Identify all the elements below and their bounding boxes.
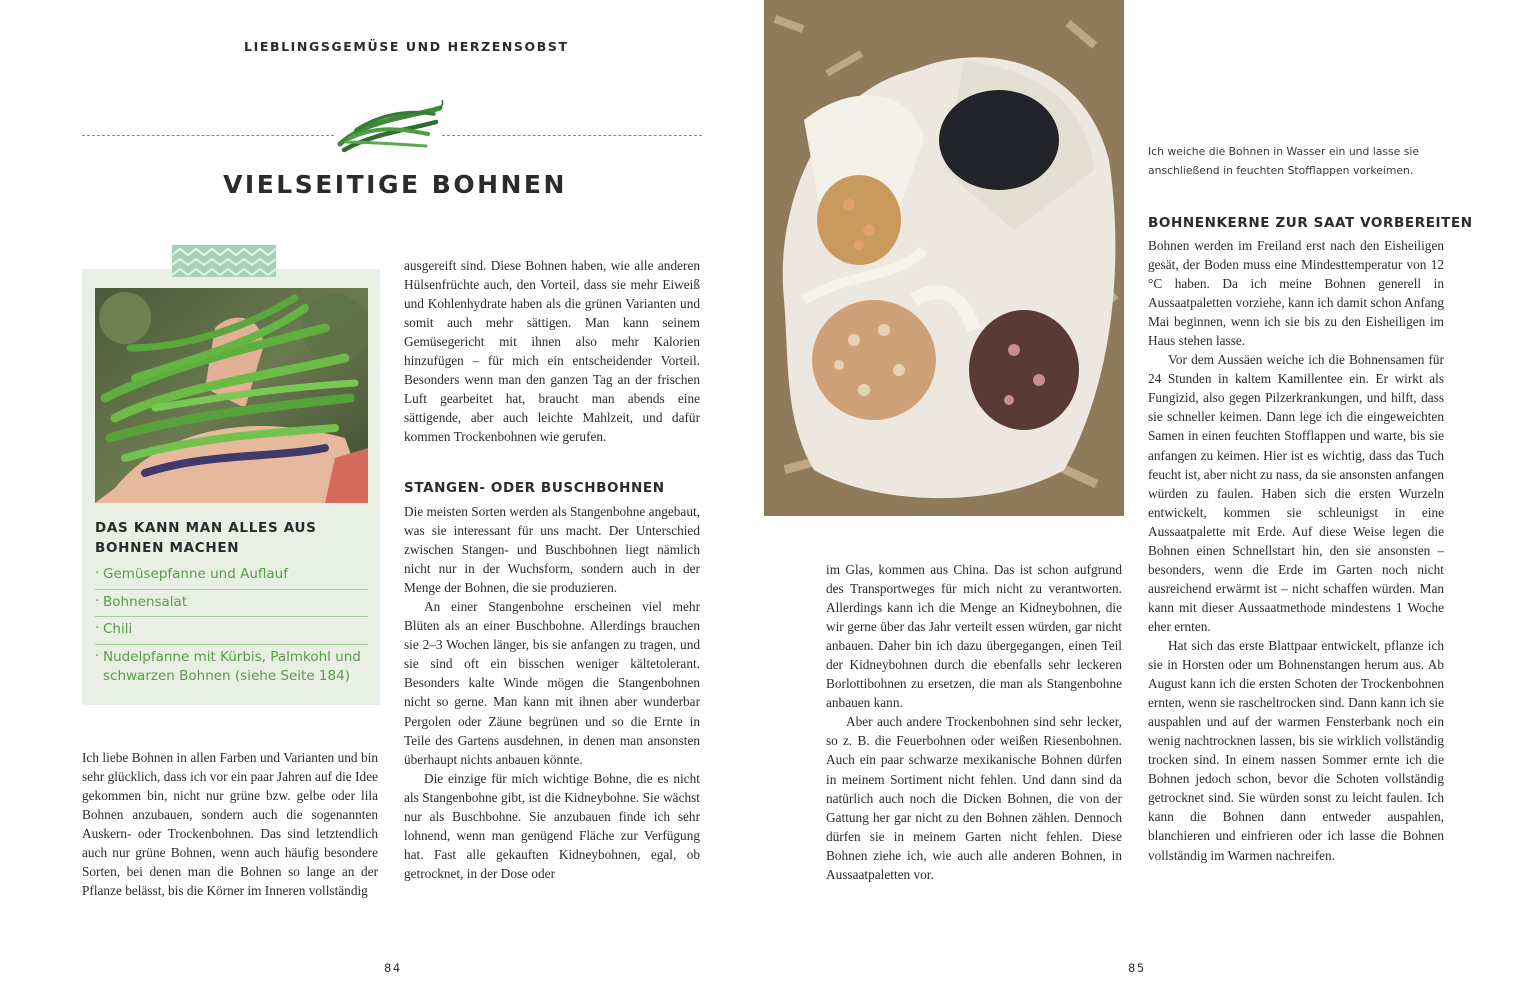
subheading-stangen-buschbohnen: STANGEN- ODER BUSCHBOHNEN <box>404 480 665 496</box>
paragraph: Die einzige für mich wichtige Bohne, die es nicht als Stangenbohne gibt, ist die Kidneybohne. Sie wächst nur als Buschbohne. Sie anzubauen finde ich sehr lohnend, wenn man genügend Fläche zur Verfügung hat. Fast alle gekauften Kidneybohnen, egal, ob getrocknet, in der Dose oder <box>404 770 700 881</box>
list-item: · Nudelpfanne mit Kürbis, Palmkohl und schwarzen Bohnen (siehe Seite 184) <box>95 645 368 691</box>
page-title: VIELSEITIGE BOHNEN <box>223 170 567 199</box>
text-column-2-bottom <box>404 502 700 883</box>
list-item: · Chili <box>95 617 368 645</box>
paragraph: Aber auch andere Trockenbohnen sind sehr lecker, so z. B. die Feuerbohnen oder weißen Riesenbohnen. Auch ein paar schwarze mexikanische Bohnen dürfen in meinem Sortiment nicht fehlen. Und dann sind da natürlich auch noch die Dicken Bohnen, die von der Gattung her gar nicht zu den Bohnen zählen. Dennoch dürfen sie in meinem Garten nicht fehlen. Diese Bohnen ziehe ich, wie auch alle anderen Bohnen, in Aussaatpaletten vor. <box>826 714 1122 882</box>
divider-left <box>82 135 334 136</box>
paragraph: Ich liebe Bohnen in allen Farben und Varianten und bin sehr glücklich, dass ich vor ein paar Jahren auf die Idee gekommen bin, nicht nur grüne bzw. gelbe oder lila Bohnen anzubauen, sondern auch die sogenannten Auskern- oder Trockenbohnen. Das sind letztendlich auch nur grüne Bohnen, wenn auch häufig besondere Sorten, bei denen man die Bohnen so lange an der Pflanze belässt, bis die Körner im Inneren vollständig <box>82 750 378 899</box>
list-item: · Bohnensalat <box>95 590 368 618</box>
box-heading: DAS KANN MAN ALLES AUS BOHNEN MACHEN <box>95 520 317 556</box>
paragraph: im Glas, kommen aus China. Das ist schon aufgrund des Transportweges für mich nicht zu verantworten. Allerdings kann ich die Menge an Kidneybohnen, die wir gerne über das Jahr verteilt essen würden, gar nicht anbauen. Daher bin ich dazu übergegangen, einen Teil der Kidneybohnen durch die ebenfalls sehr leckeren Borlottibohnen zu ersetzen, die man als Stangenbohne anbauen kann. <box>826 562 1122 711</box>
recipe-list <box>95 562 368 691</box>
paragraph: Hat sich das erste Blattpaar entwickelt, pflanze ich sie in Horsten oder um Bohnenstangen herum aus. Ab August kann ich die ersten Schoten der Trockenbohnen ernten, wenn sie rascheltrocken sind. Dann kann ich sie auspahlen und auf der warmen Fensterbank noch ein wenig nachtrocknen lassen, bis sie wirklich vollständig trocken sind. In einem nassen Sommer ernte ich die Bohnen jedoch schon, bevor die Schoten vollständig getrocknet sind. Sie würden sonst zu leicht faulen. Ich kann die Bohnen dann entweder auspahlen, blanchieren und einfrieren oder ich lasse die Bohnen vollständig im Warmen nachreifen. <box>1148 637 1444 863</box>
green-beans-illustration <box>336 100 446 158</box>
list-item: · Gemüsepfanne und Auflauf <box>95 562 368 590</box>
text-column-4 <box>1148 236 1444 865</box>
page-number-left: 84 <box>384 961 402 975</box>
text-column-2-top <box>404 256 700 471</box>
page-number-right: 85 <box>1128 961 1146 975</box>
paragraph: Die meisten Sorten werden als Stangenbohne angebaut, was sie interessant für uns macht. Der Unterschied zwischen Stangen- und Buschbohnen liegt nämlich nicht nur in der Wuchsform, sondern auch in der Menge der Bohnen, die sie produzieren. <box>404 504 700 596</box>
text-column-3 <box>826 560 1122 884</box>
paragraph: Bohnen werden im Freiland erst nach den Eisheiligen gesät, der Boden muss eine Mindesttemperatur von 12 °C haben. Da ich meine Bohnen generell in Aussaatpaletten vorziehe, kann ich damit schon Anfang Mai beginnen, wenn ich sie bis zu den Eisheiligen im Haus stehen lasse. <box>1148 238 1444 349</box>
divider-right <box>442 135 702 136</box>
paragraph: ausgereift sind. Diese Bohnen haben, wie alle anderen Hülsenfrüchte auch, den Vorteil, dass sie mehr Eiweiß und Kohlenhydrate haben als die grünen Varianten und somit auch mehr sättigen. Man kann seinem Gemüsegericht mit ihnen also mehr Kalorien hinzufügen – für mich ein entscheidender Vorteil. Besonders wenn man den ganzen Tag an der frischen Luft gearbeitet hat, braucht man abends eine sättigende, aber auch leichte Mahlzeit, und dafür kommen Trockenbohnen wie gerufen. <box>404 258 700 445</box>
paragraph: Vor dem Aussäen weiche ich die Bohnensamen für 24 Stunden in kaltem Kamillentee ein. Er wirkt als Fungizid, also gegen Pilzerkrankungen, und hilft, dass sie schneller keimen. Dann lege ich die eingeweichten Samen in einen feuchten Stofflappen und warte, bis sie anfangen zu keimen. Hier ist es wichtig, dass das Tuch feucht ist, aber nicht zu nass, da sie ansonsten anfangen würden zu faulen. Haben sich die ersten Wurzeln entwickelt, kommen sie schleunigst in eine Aussaatpalette mit Erde. Auf diese Weise legen die Bohnen einen Schnellstart hin, den sie ansonsten – besonders, wenn die Erde im Garten noch nicht ausreichend erwärmt ist – nicht schaffen würden. Man kann mit dieser Aussaatmethode mindestens 1 Woche eher ernten. <box>1148 352 1444 634</box>
photo-green-beans-in-hand <box>95 288 368 503</box>
running-header: LIEBLINGSGEMÜSE UND HERZENSOBST <box>244 39 569 54</box>
subheading-bohnenkerne: BOHNENKERNE ZUR SAAT VORBEREITEN <box>1148 215 1473 231</box>
washi-tape <box>172 245 276 277</box>
photo-beans-in-cloth <box>764 0 1124 516</box>
photo-caption: Ich weiche die Bohnen in Wasser ein und lasse sie anschließend in feuchten Stofflappen vorkeimen. <box>1148 145 1420 177</box>
text-column-1 <box>82 748 378 900</box>
paragraph: An einer Stangenbohne erscheinen viel mehr Blüten als an einer Buschbohne. Allerdings brauchen sie 2–3 Wochen länger, bis sie anfangen zu tragen, und sie sind oft ein bisschen weniger kältetolerant. Besonders kalte Winde mögen die Stangenbohnen nicht so gerne. Man kann mit ihnen aber wunderbar Pergolen oder Zäune begrünen und so die Ernte in Teile des Gartens ausdehnen, in denen man ansonsten überhaupt nichts anbauen könnte. <box>404 599 700 767</box>
